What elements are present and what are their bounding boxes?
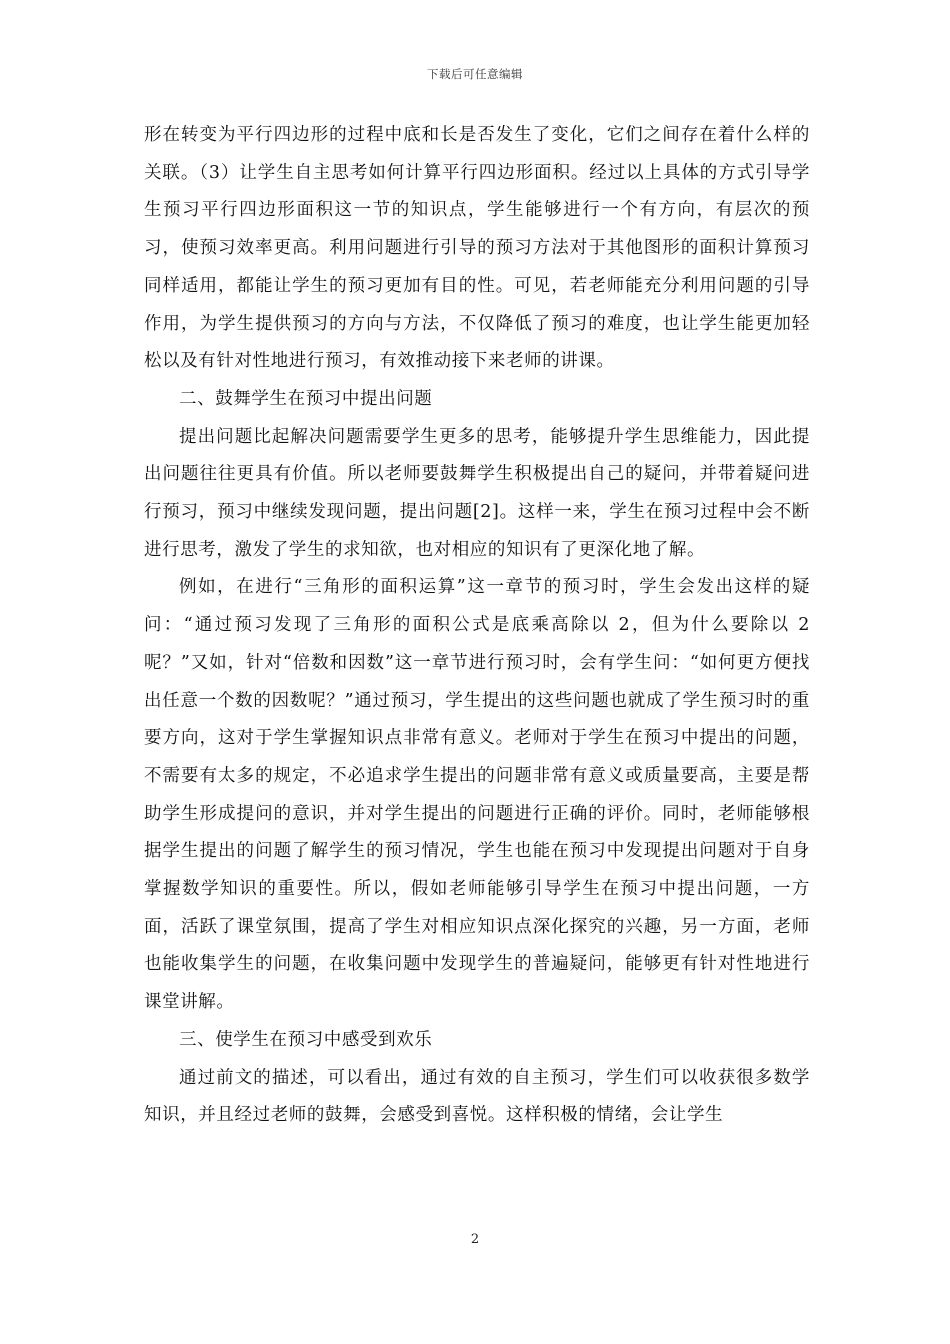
section-heading-3: 三、使学生在预习中感受到欢乐 (179, 1029, 433, 1050)
paragraph: 通过前文的描述，可以看出，通过有效的自主预习，学生们可以收获很多数学知识，并且经过老师的鼓舞，会感受到喜悦。这样积极的情绪，会让学生 (144, 1067, 810, 1126)
paragraph-continuation: 形在转变为平行四边形的过程中底和长是否发生了变化，它们之间存在着什么样的关联。（3）让学生自主思考如何计算平行四边形面积。经过以上具体的方式引导学生预习平行四边形面积这一节的知识点，学生能够进行一个有方向，有层次的预习，使预习效率更高。利用问题进行引导的预习方法对于其他图形的面积计算预习同样适用，都能让学生的预习更加有目的性。可见，若老师能充分利用问题的引导作用，为学生提供预习的方向与方法，不仅降低了预习的难度，也让学生能更加轻松以及有针对性地进行预习，有效推动接下来老师的讲课。 (144, 125, 810, 372)
paragraph: 提出问题比起解决问题需要学生更多的思考，能够提升学生思维能力，因此提出问题往往更具有价值。所以老师要鼓舞学生积极提出自己的疑问，并带着疑问进行预习，预习中继续发现问题，提出问题[2]。这样一来，学生在预习过程中会不断进行思考，激发了学生的求知欲，也对相应的知识有了更深化地了解。 (144, 426, 810, 560)
page-header: 下载后可任意编辑 (427, 67, 523, 81)
paragraph: 例如，在进行“三角形的面积运算”这一章节的预习时，学生会发出这样的疑问：“通过预习发现了三角形的面积公式是底乘高除以 2，但为什么要除以 2 呢？”又如，针对“倍数和因数”这一章节进行预习时，会有学生问：“如何更方便找出任意一个数的因数呢？”通过预习，学生提出的这些问题也就成了学生预习时的重要方向，这对于学生掌握知识点非常有意义。老师对于学生在预习中提出的问题，不需要有太多的规定，不必追求学生提出的问题非常有意义或质量要高，主要是帮助学生形成提问的意识，并对学生提出的问题进行正确的评价。同时，老师能够根据学生提出的问题了解学生的预习情况，学生也能在预习中发现提出问题对于自身掌握数学知识的重要性。所以，假如老师能够引导学生在预习中提出问题，一方面，活跃了课堂氛围，提高了学生对相应知识点深化探究的兴趣，另一方面，老师也能收集学生的问题，在收集问题中发现学生的普遍疑问，能够更有针对性地进行课堂讲解。 (144, 577, 810, 1013)
section-heading-2: 二、鼓舞学生在预习中提出问题 (179, 388, 433, 409)
document-body (144, 117, 810, 1135)
page-number: 2 (470, 1232, 480, 1247)
